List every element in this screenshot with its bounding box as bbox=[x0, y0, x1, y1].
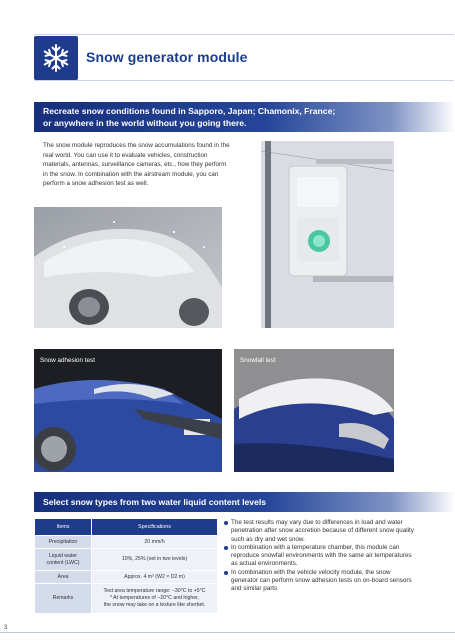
table-cell-item bbox=[35, 549, 92, 571]
snow-adhesion-photo bbox=[34, 349, 222, 472]
table-header-items: Items bbox=[35, 519, 92, 536]
list-item bbox=[224, 569, 418, 594]
intro-banner-line2: or anywhere in the world without you going there. bbox=[43, 117, 247, 128]
intro-banner bbox=[34, 102, 455, 132]
traffic-light-photo bbox=[261, 141, 394, 328]
table-cell-item: Precipitation bbox=[35, 536, 92, 549]
table-header-specifications: Specifications bbox=[92, 519, 218, 536]
list-item bbox=[224, 519, 418, 544]
list-item bbox=[224, 544, 418, 569]
bullet-dot-icon bbox=[224, 571, 228, 575]
footer-rule bbox=[0, 632, 455, 633]
snow-types-banner: Select snow types from two water liquid content levels bbox=[34, 492, 455, 512]
page-number: 3 bbox=[4, 625, 8, 631]
intro-text: The snow module reproduces the snow accumulations found in the real world. You can use it to evaluate vehicles, construction materials, antennas, surveillance cameras, etc., how they perform in the snow. In combination with the airstream module, you can perform a snow adhesion test as well. bbox=[43, 142, 230, 188]
header-bottom-rule bbox=[34, 80, 454, 81]
table-cell-spec: 20 mm/h bbox=[92, 536, 218, 549]
table-row bbox=[35, 549, 218, 571]
list-item-text: In combination with a temperature chamber, this module can reproduce snowfall environments with the same air temperatures as actual environments. bbox=[231, 543, 412, 568]
list-item-text: The test results may vary due to differences in load and water penetration after snow accretion because of different snow quality such as dry and wet snow. bbox=[231, 519, 414, 543]
header-top-rule bbox=[34, 34, 454, 35]
table-cell-spec-line: the snow may take on a texture like sherbet. bbox=[103, 602, 206, 608]
snowflake-icon bbox=[34, 36, 78, 80]
table-cell-item-line: content (LWC) bbox=[46, 559, 80, 566]
bullet-dot-icon bbox=[224, 521, 228, 525]
intro-banner-line1: Recreate snow conditions found in Sapporo, Japan; Chamonix, France; bbox=[43, 106, 336, 116]
list-item-text: In combination with the vehicle velocity module, the snow generator can perform snow adhesion tests on on-board sensors and similar parts bbox=[231, 568, 412, 593]
table-cell-spec: 10%, 25% (set in two levels) bbox=[92, 549, 218, 571]
table-cell-item: Remarks bbox=[35, 584, 92, 614]
snowfall-photo bbox=[234, 349, 394, 472]
page-title: Snow generator module bbox=[86, 49, 248, 65]
table-cell-item-line: Liquid water bbox=[49, 552, 77, 559]
bullet-dot-icon bbox=[224, 546, 228, 550]
table-row bbox=[35, 536, 218, 549]
spec-table bbox=[34, 518, 218, 614]
table-cell-spec: Approx. 4 m² (W2 × D2 m) bbox=[92, 571, 218, 584]
table-row bbox=[35, 584, 218, 614]
table-cell-spec-line: Test area temperature range: −30°C to +5°C bbox=[103, 588, 206, 594]
table-cell-item: Area bbox=[35, 571, 92, 584]
table-cell-spec-line: * At temperatures of −20°C and higher, bbox=[109, 595, 200, 601]
table-cell-spec bbox=[92, 584, 218, 614]
notes-list bbox=[224, 519, 418, 594]
snow-adhesion-label: Snow adhesion test bbox=[40, 357, 95, 364]
snowfall-label: Snowfall test bbox=[240, 357, 276, 364]
snowy-car-photo bbox=[34, 207, 222, 328]
table-row bbox=[35, 571, 218, 584]
